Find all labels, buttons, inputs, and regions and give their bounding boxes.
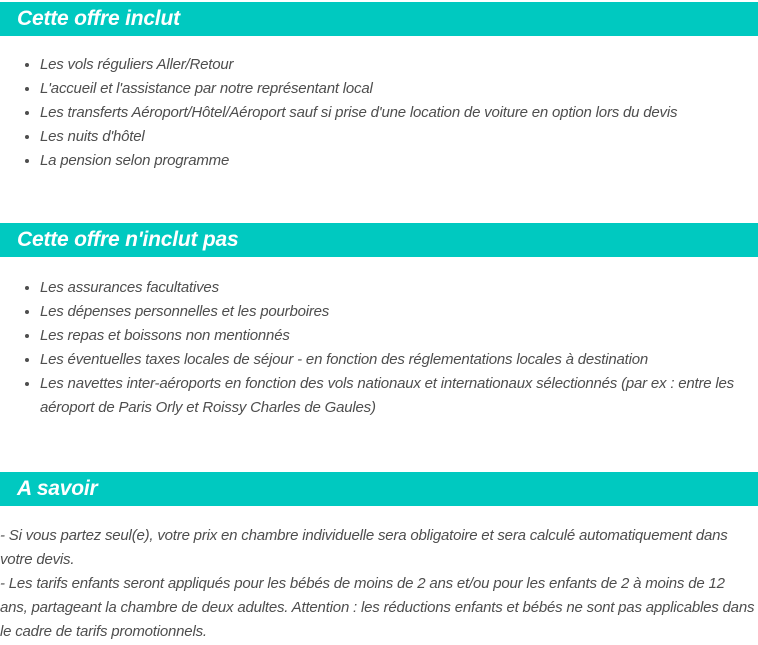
list-item: • Les transferts Aéroport/Hôtel/Aéroport sauf si prise d'une location de voiture en option lors du devis [40,101,754,125]
list-item: • Les dépenses personnelles et les pourboires [40,300,754,324]
offer-includes-list [0,53,758,173]
good-to-know-notes [0,524,758,644]
list-item: • Les nuits d'hôtel [40,125,754,149]
list-item: • L'accueil et l'assistance par notre représentant local [40,77,754,101]
section-header-offer-excludes: Cette offre n'inclut pas [0,223,758,257]
list-item: • La pension selon programme [40,149,754,173]
offer-excludes-list [0,276,758,420]
list-item: • Les assurances facultatives [40,276,754,300]
list-item: • Les vols réguliers Aller/Retour [40,53,754,77]
offer-details-page [0,2,758,644]
note-paragraph: - Si vous partez seul(e), votre prix en chambre individuelle sera obligatoire et sera calculé automatiquement dans votre devis. [0,527,728,568]
list-item: • Les navettes inter-aéroports en fonction des vols nationaux et internationaux sélectionnés (par ex : entre les aéroport de Paris Orly et Roissy Charles de Gaules) [40,372,754,420]
section-header-good-to-know: A savoir [0,472,758,506]
list-item: • Les repas et boissons non mentionnés [40,324,754,348]
note-paragraph: - Les tarifs enfants seront appliqués pour les bébés de moins de 2 ans et/ou pour les enfants de 2 à moins de 12 ans, partageant la chambre de deux adultes. Attention : les réductions enfants et bébés ne sont pas applicables dans le cadre de tarifs promotionnels. [0,575,755,640]
section-header-offer-includes: Cette offre inclut [0,2,758,36]
list-item: • Les éventuelles taxes locales de séjour - en fonction des réglementations locales à destination [40,348,754,372]
